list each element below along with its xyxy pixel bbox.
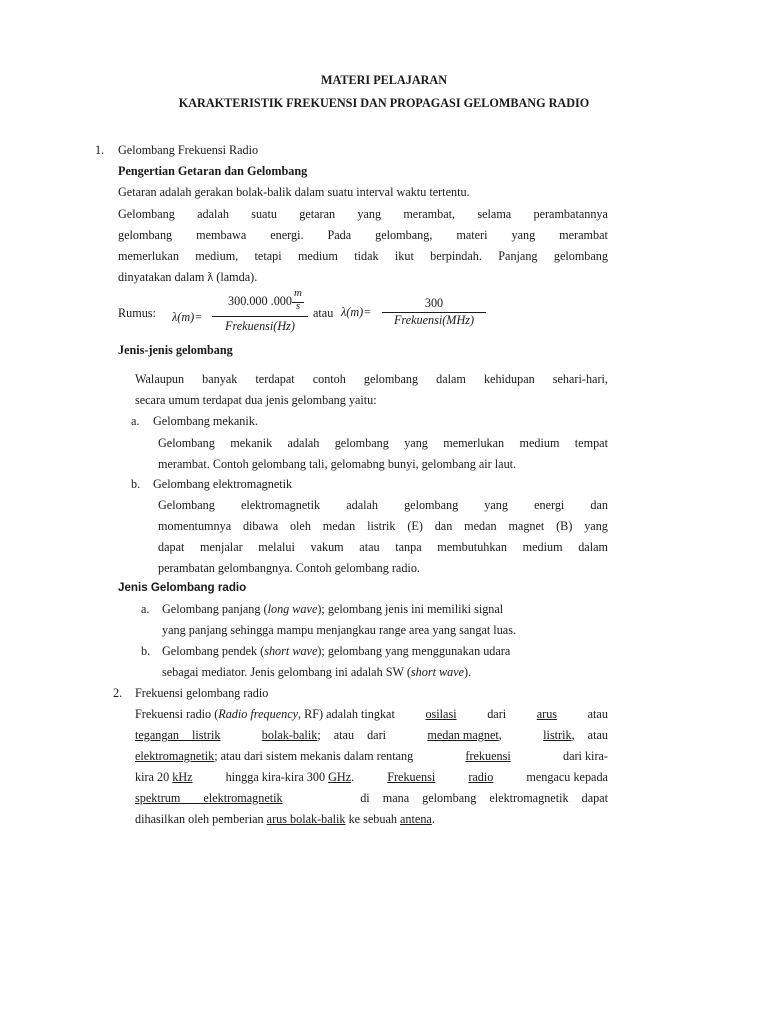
word: memerlukan: [118, 249, 179, 263]
text-run: [135, 706, 395, 722]
word: gelombang,: [375, 228, 433, 242]
list-marker: b.: [141, 644, 151, 658]
text-run: dari kira-: [562, 749, 608, 763]
word: Gelombang: [158, 498, 215, 512]
text-run: atau: [587, 707, 608, 721]
word: tanpa: [395, 540, 422, 554]
paragraph-line: Getaran adalah gerakan bolak-balik dalam suatu interval waktu tertentu.: [118, 185, 470, 199]
text-run: Gelombang panjang (: [162, 602, 268, 616]
word: perambatannya: [533, 207, 608, 221]
document-subtitle: KARAKTERISTIK FREKUENSI DAN PROPAGASI GELOMBANG RADIO: [178, 96, 590, 110]
word: terdapat: [255, 372, 295, 386]
word: atau: [359, 540, 380, 554]
link-antena[interactable]: antena: [400, 812, 432, 826]
word: oleh: [289, 519, 311, 533]
fraction-bar: [212, 316, 308, 317]
justified-line: [118, 206, 608, 222]
word: tetapi: [254, 249, 282, 263]
word: gelombang: [404, 498, 459, 512]
word: yang: [584, 519, 608, 533]
word: merambat: [559, 228, 608, 242]
word: adalah: [287, 436, 320, 450]
word: gelombang: [363, 372, 419, 386]
justified-line: [118, 248, 608, 264]
link-radio[interactable]: radio: [468, 770, 494, 784]
link-frekuensi-radio[interactable]: Frekuensi: [387, 770, 436, 784]
paragraph-line: yang panjang sehingga mampu menjangkau range area yang sangat luas.: [162, 623, 516, 637]
word: melalui: [258, 540, 295, 554]
word: membutuhkan: [437, 540, 507, 554]
section-number: 1.: [95, 143, 105, 157]
link-arus-bolak-balik[interactable]: arus bolak-balik: [266, 812, 346, 826]
word: medan: [464, 519, 497, 533]
text-run: , atau: [571, 728, 608, 742]
justified-line: [135, 706, 608, 722]
unit-denominator: s: [295, 300, 301, 312]
justified-line: [158, 518, 608, 534]
word: Panjang: [498, 249, 538, 263]
justified-line: [135, 790, 608, 806]
text-run: di mana gelombang elektromagnetik dapat: [360, 791, 608, 805]
link-tegangan-listrik[interactable]: tegangan listrik: [135, 728, 221, 742]
word: energi.: [270, 228, 304, 242]
link-medan-magnet[interactable]: medan magnet: [427, 728, 499, 742]
justified-line: [135, 748, 608, 764]
formula-denominator: Frekuensi(Hz): [225, 319, 295, 333]
justified-line: [158, 497, 608, 513]
text-run: dari: [487, 707, 507, 721]
link-khz[interactable]: kHz: [172, 770, 193, 784]
word: (B): [556, 519, 573, 533]
italic-run: short wave: [410, 665, 465, 679]
word: elektromagnetik: [240, 498, 321, 512]
formula-label: Rumus:: [118, 306, 156, 320]
text-run: Gelombang pendek (: [162, 644, 265, 658]
italic-run: long wave: [267, 602, 318, 616]
word: tidak: [354, 249, 379, 263]
word: Walaupun: [135, 372, 185, 386]
formula-lhs: λ(m)=: [172, 310, 203, 324]
word: tempat: [574, 436, 608, 450]
word: adalah: [197, 207, 229, 221]
word: vakum: [310, 540, 344, 554]
word: medium: [519, 436, 560, 450]
word: momentumnya: [158, 519, 232, 533]
word: energi: [534, 498, 565, 512]
text-run: ); gelombang yang menggunakan udara: [317, 644, 511, 658]
word: selama: [477, 207, 512, 221]
list-item-title: Gelombang elektromagnetik: [153, 477, 293, 491]
word: kehidupan: [483, 372, 535, 386]
list-marker: a.: [141, 602, 150, 616]
text-run: ,: [498, 728, 502, 742]
word: Gelombang: [158, 436, 215, 450]
section-title: Frekuensi gelombang radio: [135, 686, 269, 700]
link-listrik[interactable]: listrik: [543, 728, 572, 742]
word: membawa: [196, 228, 247, 242]
word: memerlukan: [443, 436, 505, 450]
word: adalah: [346, 498, 379, 512]
word: materi: [456, 228, 488, 242]
justified-line: [158, 435, 608, 451]
word: (E): [407, 519, 423, 533]
section-title: Gelombang Frekuensi Radio: [118, 143, 259, 157]
link-spektrum-elektromagnetik[interactable]: spektrum elektromagnetik: [135, 791, 283, 805]
word: medium,: [195, 249, 239, 263]
link-frekuensi[interactable]: frekuensi: [465, 749, 511, 763]
link-osilasi[interactable]: osilasi: [425, 707, 457, 721]
numerator-value: 300.000 .000: [228, 294, 292, 308]
text-run: ; atau dari: [317, 728, 387, 742]
link-arus[interactable]: arus: [536, 707, 558, 721]
link-ghz[interactable]: GHz: [328, 770, 352, 784]
text-run: Frekuensi radio (: [135, 707, 219, 721]
word: dan: [434, 519, 453, 533]
text-run: .: [431, 812, 435, 826]
word: menjalar: [200, 540, 243, 554]
formula-lhs: λ(m)=: [341, 305, 372, 319]
word: sehari-hari,: [552, 372, 608, 386]
word: yang: [484, 498, 508, 512]
text-run: ke sebuah: [348, 812, 397, 826]
paragraph-line: secara umum terdapat dua jenis gelombang yaitu:: [135, 393, 377, 407]
word: medium: [522, 540, 563, 554]
word: medium: [297, 249, 338, 263]
subsection-title: Pengertian Getaran dan Gelombang: [118, 164, 308, 178]
link-bolak-balik[interactable]: bolak-balik: [261, 728, 318, 742]
text-run: ).: [464, 665, 472, 679]
italic-run: short wave: [264, 644, 318, 658]
formula-atau: atau: [313, 306, 334, 320]
justified-line: [158, 539, 608, 555]
word: yang: [404, 436, 428, 450]
word: dan: [590, 498, 608, 512]
word: Pada: [327, 228, 352, 242]
text-run: mengacu kepada: [526, 770, 608, 784]
word: dalam: [578, 540, 608, 554]
word: contoh: [312, 372, 346, 386]
text-run: hingga kira-kira 300: [225, 770, 326, 784]
subsection-title: Jenis-jenis gelombang: [118, 343, 233, 357]
word: ikut: [394, 249, 414, 263]
text-run: , RF) adalah tingkat: [298, 707, 395, 721]
unit-numerator: m: [294, 287, 302, 299]
paragraph-line: dinyatakan dalam ƛ (lamda).: [118, 270, 258, 284]
justified-line: [135, 769, 608, 785]
text-run: ); gelombang jenis ini memiliki signal: [317, 602, 504, 616]
link-elektromagnetik[interactable]: elektromagnetik: [135, 749, 215, 763]
subsection-title: Jenis Gelombang radio: [118, 581, 247, 594]
text-run: dihasilkan oleh pemberian: [135, 812, 264, 826]
formula-denominator: Frekuensi(MHz): [393, 313, 475, 327]
word: mekanik: [230, 436, 273, 450]
word: yang: [511, 228, 536, 242]
word: getaran: [299, 207, 336, 221]
text-run: sebagai mediator. Jenis gelombang ini adalah SW (: [162, 665, 411, 679]
document-title: MATERI PELAJARAN: [320, 73, 448, 87]
list-marker: a.: [131, 414, 140, 428]
section-number: 2.: [113, 686, 123, 700]
word: merambat,: [403, 207, 456, 221]
justified-line: [135, 371, 608, 387]
list-item-line: [162, 664, 471, 680]
word: yang: [357, 207, 382, 221]
paragraph-line: merambat. Contoh gelombang tali, gelomabng bunyi, gelombang air laut.: [158, 457, 517, 471]
justified-line: [118, 227, 608, 243]
word: medan: [322, 519, 356, 533]
paragraph-line: [135, 811, 435, 827]
list-item-line: [162, 601, 608, 617]
text-run: ; atau dari sistem mekanis dalam rentang: [214, 749, 414, 763]
text-run: .: [351, 770, 355, 784]
word: gelombang: [334, 436, 389, 450]
word: dibawa: [242, 519, 279, 533]
text-run: kira 20: [135, 770, 170, 784]
list-marker: b.: [131, 477, 141, 491]
word: listrik: [367, 519, 396, 533]
word: magnet: [508, 519, 545, 533]
word: banyak: [202, 372, 238, 386]
word: gelombang: [553, 249, 608, 263]
formula-numerator: 300: [424, 296, 444, 310]
word: berpindah.: [430, 249, 482, 263]
word: dapat: [158, 540, 185, 554]
italic-run: Radio frequency: [218, 707, 299, 721]
justified-line: [135, 727, 608, 743]
list-item-title: Gelombang mekanik.: [153, 414, 258, 428]
word: gelombang: [118, 228, 173, 242]
word: dalam: [436, 372, 466, 386]
list-item-line: [162, 643, 608, 659]
word: suatu: [251, 207, 277, 221]
word: Gelombang: [118, 207, 175, 221]
paragraph-line: perambatan gelombangnya. Contoh gelombang radio.: [158, 561, 420, 575]
